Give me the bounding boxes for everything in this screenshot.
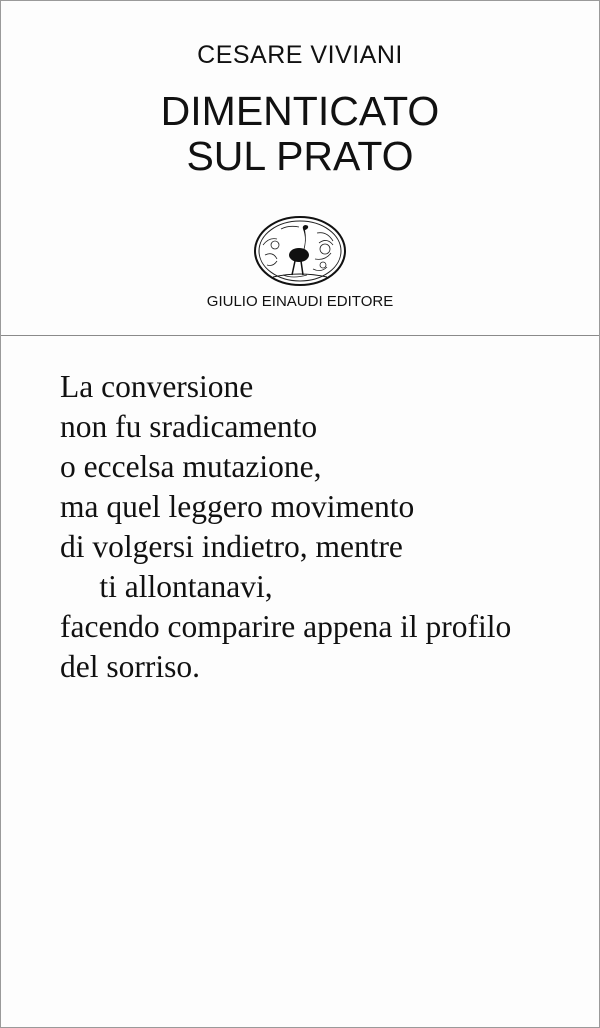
title-line-2: SUL PRATO [186,133,414,179]
poem-line: La conversione [60,369,254,404]
cover-header [1,1,599,336]
poem-line: non fu sradicamento [60,409,318,444]
poem-line: del sorriso. [60,649,200,684]
poem-line: ma quel leggero movimento [60,489,415,524]
poem-line: o eccelsa mutazione, [60,449,322,484]
book-title [1,89,599,179]
poem-line: facendo comparire appena il profilo [60,609,512,644]
publisher-name: GIULIO EINAUDI EDITORE [206,293,394,310]
poem-text [60,367,580,687]
poem-line: di volgersi indietro, mentre [60,529,403,564]
poem-line: ti allontanavi, [60,569,273,604]
author-name: CESARE VIVIANI [197,41,403,69]
title-line-1: DIMENTICATO [160,88,440,134]
ostrich-emblem-icon [253,215,347,287]
